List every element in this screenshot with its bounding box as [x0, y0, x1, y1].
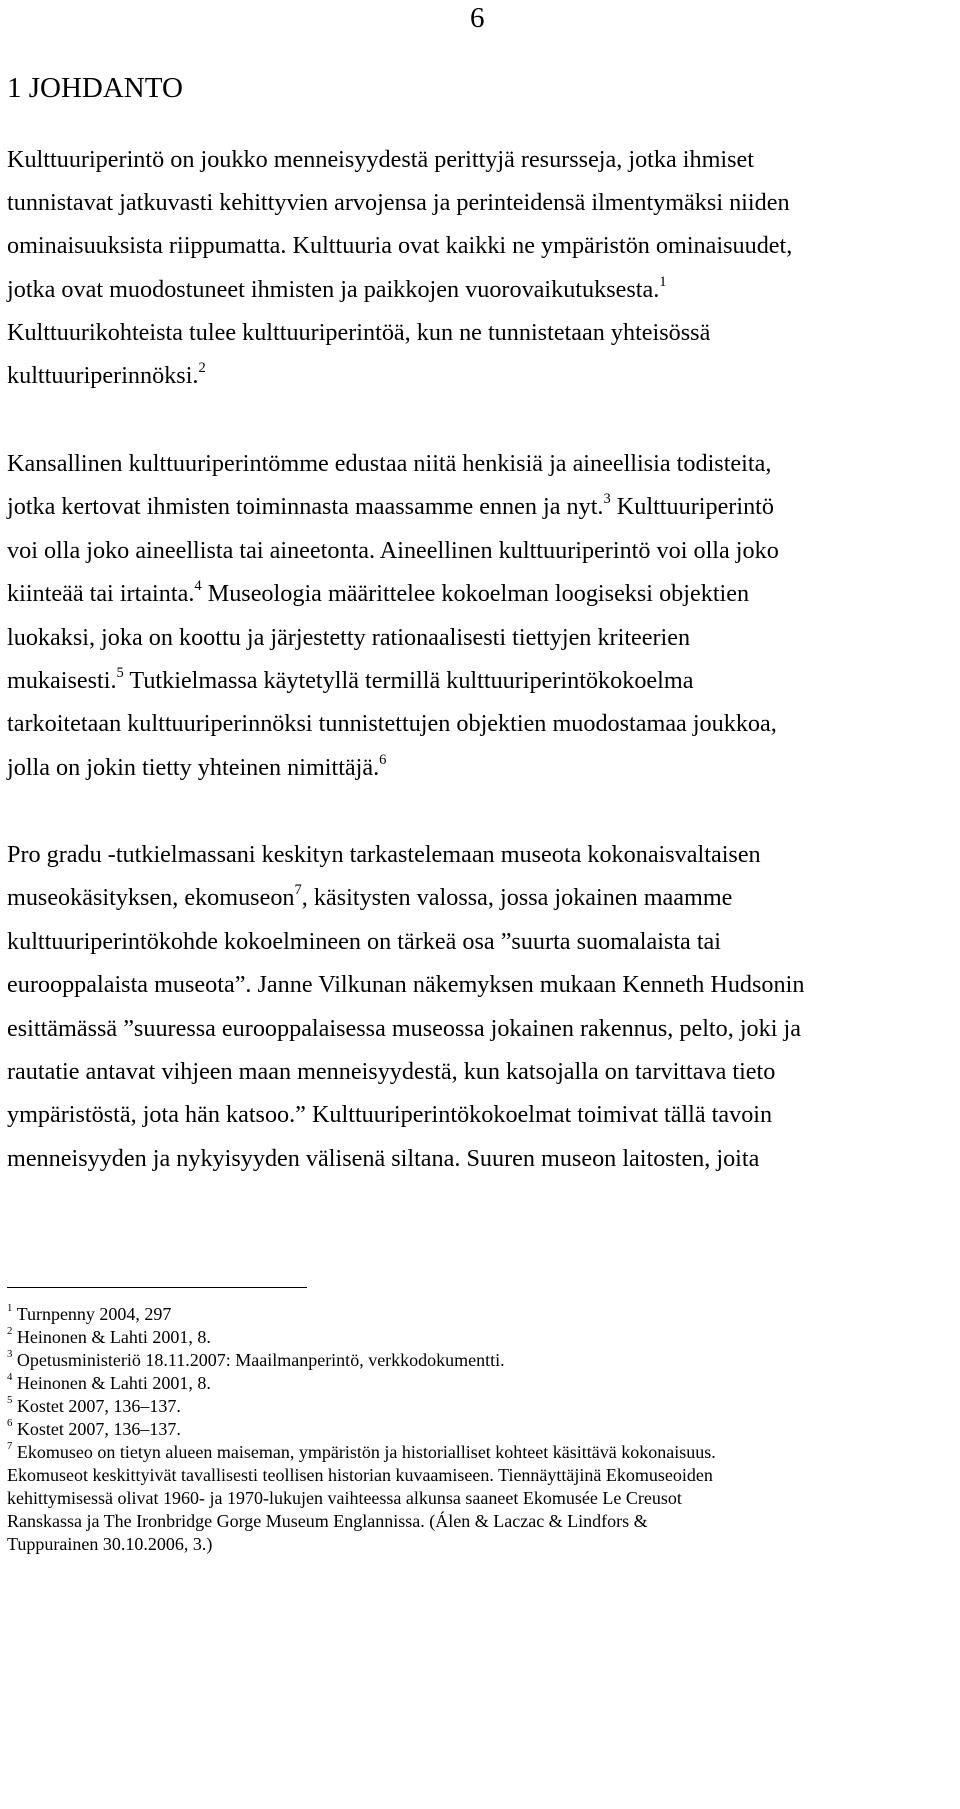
body-line: eurooppalaista museota”. Janne Vilkunan näkemyksen mukaan Kenneth Hudsonin — [7, 971, 805, 998]
body-line: mukaisesti.$^5$ Tutkielmassa käytetyllä termillä kulttuuriperintökokoelma — [7, 664, 694, 694]
footnote: $^6$ Kostet 2007, 136–137. — [7, 1417, 181, 1439]
body-line: menneisyyden ja nykyisyyden välisenä siltana. Suuren museon laitosten, joita — [7, 1145, 760, 1172]
body-line: Kulttuuriperintö on joukko menneisyydestä perittyjä resursseja, jotka ihmiset — [7, 146, 754, 173]
footnote-separator — [7, 1287, 307, 1288]
footnote-continuation: Tuppurainen 30.10.2006, 3.) — [7, 1534, 213, 1554]
footnote-number: 2 — [7, 1325, 13, 1338]
footnote: $^3$ Opetusministeriö 18.11.2007: Maailmanperintö, verkkodokumentti. — [7, 1348, 505, 1370]
footnote-number: 6 — [7, 1417, 13, 1430]
footnote-ref[interactable]: 6 — [379, 751, 387, 768]
body-line: Pro gradu -tutkielmassani keskityn tarkastelemaan museota kokonaisvaltaisen — [7, 841, 761, 868]
footnote-ref[interactable]: 7 — [294, 881, 302, 898]
footnote-ref[interactable]: 5 — [116, 664, 124, 681]
body-line: museokäsityksen, ekomuseon$^7$, käsitysten valossa, jossa jokainen maamme — [7, 881, 733, 911]
body-line: tunnistavat jatkuvasti kehittyvien arvojensa ja perinteidensä ilmentymäksi niiden — [7, 189, 790, 216]
section-heading: 1 JOHDANTO — [7, 72, 183, 104]
body-line: jolla on jokin tietty yhteinen nimittäjä.$^6$ — [7, 751, 387, 781]
footnote-number: 4 — [7, 1371, 13, 1384]
footnote-ref[interactable]: 3 — [603, 490, 611, 507]
footnote-continuation: Ekomuseot keskittyivät tavallisesti teollisen historian kuvaamiseen. Tiennäyttäjinä Ekomuseoiden — [7, 1465, 713, 1485]
body-line: kiinteää tai irtainta.$^4$ Museologia määrittelee kokoelman loogiseksi objektien — [7, 577, 750, 607]
body-line: esittämässä ”suuressa eurooppalaisessa museossa jokainen rakennus, pelto, joki ja — [7, 1015, 801, 1042]
footnote: $^7$ Ekomuseo on tietyn alueen maiseman, ympäristön ja historialliset kohteet käsittävä kokonaisuus. — [7, 1440, 716, 1462]
body-line: voi olla joko aineellista tai aineetonta. Aineellinen kulttuuriperintö voi olla joko — [7, 537, 779, 564]
footnote: $^2$ Heinonen & Lahti 2001, 8. — [7, 1325, 211, 1347]
footnote-number: 3 — [7, 1348, 13, 1361]
footnote-ref[interactable]: 2 — [198, 359, 206, 376]
footnote-continuation: Ranskassa ja The Ironbridge Gorge Museum Englannissa. (Álen & Laczac & Lindfors & — [7, 1511, 648, 1531]
body-line: rautatie antavat vihjeen maan menneisyydestä, kun katsojalla on tarvittava tieto — [7, 1058, 776, 1085]
footnote-ref[interactable]: 4 — [194, 577, 202, 594]
page-number: 6 — [470, 2, 485, 34]
footnote-number: 1 — [7, 1302, 13, 1315]
footnote: $^1$ Turnpenny 2004, 297 — [7, 1302, 172, 1324]
body-line: ominaisuuksista riippumatta. Kulttuuria ovat kaikki ne ympäristön ominaisuudet, — [7, 232, 793, 259]
body-line: jotka kertovat ihmisten toiminnasta maassamme ennen ja nyt.$^3$ Kulttuuriperintö — [7, 490, 774, 520]
body-line: Kansallinen kulttuuriperintömme edustaa niitä henkisiä ja aineellisia todisteita, — [7, 450, 772, 477]
body-line: ympäristöstä, jota hän katsoo.” Kulttuuriperintökokoelmat toimivat tällä tavoin — [7, 1101, 773, 1128]
footnote-number: 7 — [7, 1440, 13, 1453]
body-line: Kulttuurikohteista tulee kulttuuriperintöä, kun ne tunnistetaan yhteisössä — [7, 319, 711, 346]
footnote: $^4$ Heinonen & Lahti 2001, 8. — [7, 1371, 211, 1393]
footnote: $^5$ Kostet 2007, 136–137. — [7, 1394, 181, 1416]
body-line: kulttuuriperintökohde kokoelmineen on tärkeä osa ”suurta suomalaista tai — [7, 928, 722, 955]
body-line: jotka ovat muodostuneet ihmisten ja paikkojen vuorovaikutuksesta.$^1$ — [7, 273, 667, 303]
footnote-continuation: kehittymisessä olivat 1960- ja 1970-lukujen vaihteessa alkunsa saaneet Ekomusée Le Creusot — [7, 1488, 682, 1508]
body-line: tarkoitetaan kulttuuriperinnöksi tunnistettujen objektien muodostamaa joukkoa, — [7, 710, 777, 737]
footnote-ref[interactable]: 1 — [659, 273, 667, 290]
body-line: kulttuuriperinnöksi.$^2$ — [7, 359, 206, 389]
body-line: luokaksi, joka on koottu ja järjestetty rationaalisesti tiettyjen kriteerien — [7, 624, 691, 651]
footnote-number: 5 — [7, 1394, 13, 1407]
